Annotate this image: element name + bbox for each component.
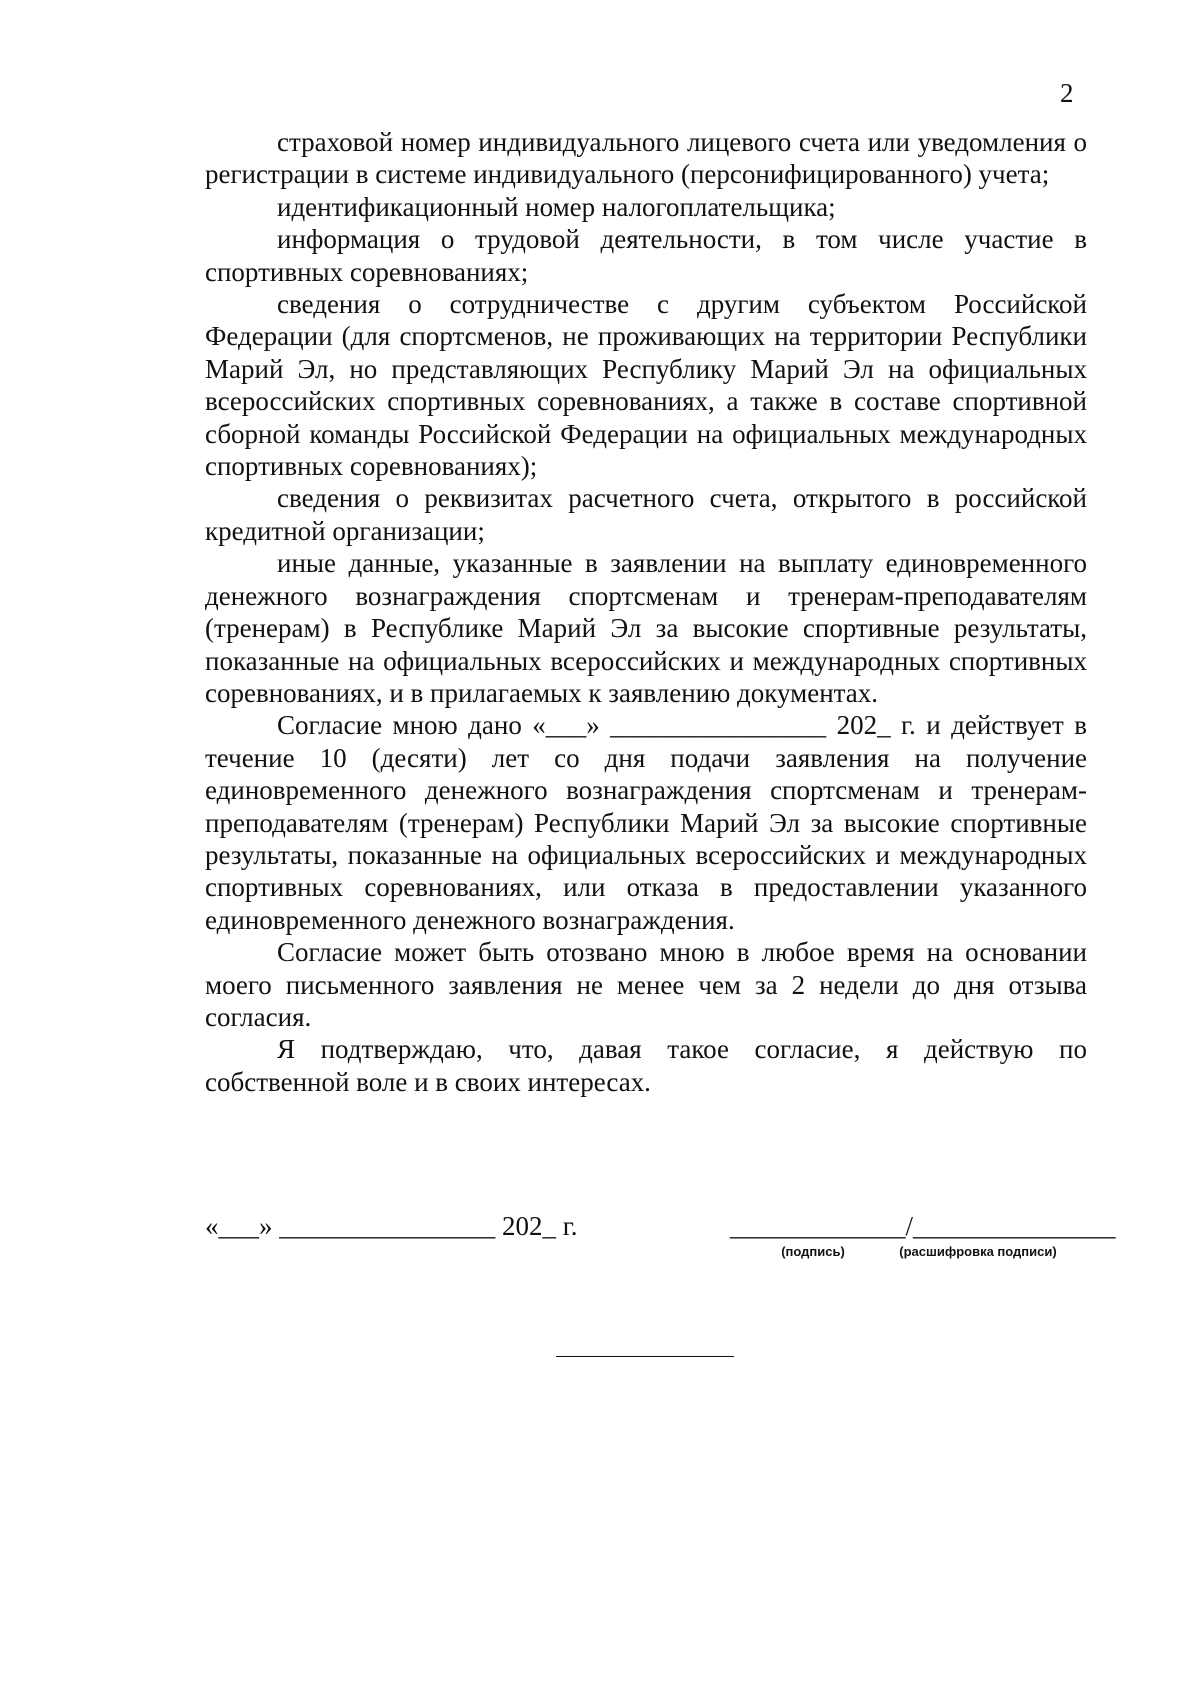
paragraph-confirmation: Я подтверждаю, что, давая такое согласие, я действую по собственной воле и в своих интересах. <box>205 1034 1087 1097</box>
paragraph-bank-account: сведения о реквизитах расчетного счета, открытого в российской кредитной организации; <box>205 483 1087 546</box>
signature-date-line: «___» ________________ 202_ г. <box>205 1211 578 1241</box>
paragraph-work-activity: информация о трудовой деятельности, в том числе участие в спортивных соревнованиях; <box>205 224 1087 287</box>
signature-lines: _____________/_______________ <box>730 1211 1116 1241</box>
paragraph-other-data: иные данные, указанные в заявлении на выплату единовременного денежного вознаграждения спортсменам и тренерам-преподавателям (тренерам) в Республике Марий Эл за высокие спортивные результаты, показанные на официальных всероссийских и международных спортивных соревнованиях, и в прилагаемых к заявлению документах. <box>205 548 1087 708</box>
page-number: 2 <box>1060 78 1074 108</box>
paragraph-consent-term: Согласие мною дано «___» ________________ 202_ г. и действует в течение 10 (десяти) лет со дня подачи заявления на получение единовременного денежного вознаграждения спортсменам и тренерам-преподавателям (тренерам) Республики Марий Эл за высокие спортивные результаты, показанные на официальных всероссийских и международных спортивных соревнованиях, или отказа в предоставлении указанного единовременного денежного вознаграждения. <box>205 710 1087 935</box>
signature-captions <box>758 1244 1078 1260</box>
signature-block <box>205 1210 1116 1270</box>
paragraph-insurance-number: страховой номер индивидуального лицевого счета или уведомления о регистрации в системе индивидуального (персонифицированного) учета; <box>205 127 1087 190</box>
document-body <box>205 126 1087 1098</box>
paragraph-consent-revocation: Согласие может быть отозвано мною в любое время на основании моего письменного заявления не менее чем за 2 недели до дня отзыва согласия. <box>205 937 1087 1032</box>
signature-decoding-caption: (расшифровка подписи) <box>899 1244 1057 1259</box>
signature-caption: (подпись) <box>781 1244 845 1259</box>
paragraph-cooperation-info: сведения о сотрудничестве с другим субъектом Российской Федерации (для спортсменов, не проживающих на территории Республики Марий Эл, но представляющих Республику Марий Эл на официальных всероссийских спортивных соревнованиях, а также в составе спортивной сборной команды Российской Федерации на официальных международных спортивных соревнованиях); <box>205 289 1087 482</box>
paragraph-taxpayer-id: идентификационный номер налогоплательщика; <box>277 191 836 222</box>
end-of-document-line <box>556 1356 734 1357</box>
